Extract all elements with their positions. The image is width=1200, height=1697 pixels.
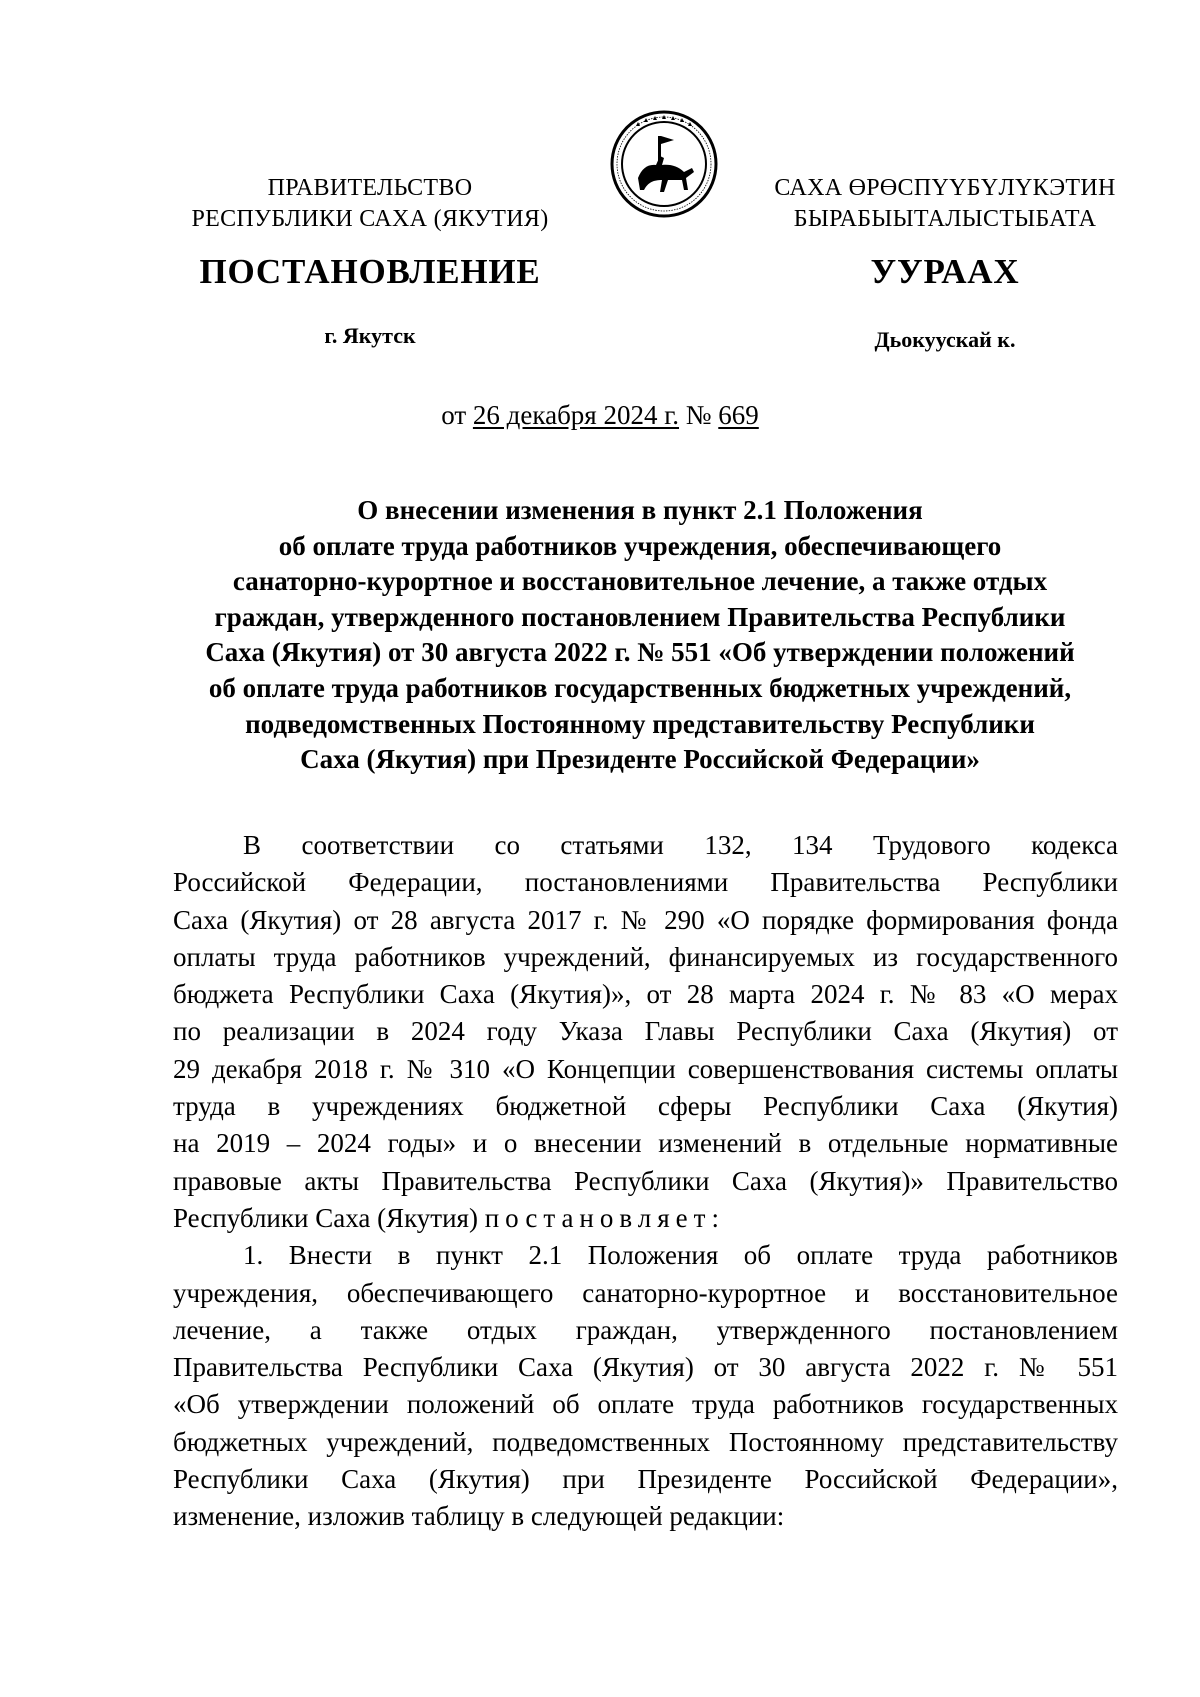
body-line: лечение, а также отдых граждан, утвержденного постановлением [173,1314,1118,1345]
document-title [160,493,1120,778]
title-line: санаторно-курортное и восстановительное лечение, а также отдых [232,566,1048,597]
body-line: 1. Внести в пункт 2.1 Положения об оплате труда работников [243,1240,1118,1271]
body-line: по реализации в 2024 году Указа Главы Республики Саха (Якутия) от [173,1016,1118,1047]
resolution-word: постановляет: [484,1202,725,1233]
body-line: Республики Саха (Якутия) при Президенте Российской Федерации», [173,1464,1118,1495]
body-line: изменение, изложив таблицу в следующей редакции: [173,1501,785,1532]
body-line: труда в учреждениях бюджетной сферы Республики Саха (Якутия) [173,1091,1118,1122]
title-line: об оплате труда работников учреждения, обеспечивающего [278,530,1002,561]
title-line: подведомственных Постоянному представительству Республики [245,708,1035,739]
document-date: 26 декабря 2024 г. [472,400,680,430]
body-line: Российской Федерации, постановлениями Правительства Республики [173,867,1118,898]
document-type-sakha: УУРААХ [870,252,1020,291]
body-line: 29 декабря 2018 г. № 310 «О Концепции совершенствования системы оплаты [173,1053,1118,1084]
body-line: бюджетных учреждений, подведомственных Постоянному представительству [173,1426,1118,1457]
body-line: правовые акты Правительства Республики Саха (Якутия)» Правительство [173,1165,1118,1196]
document-date-number [0,400,1200,431]
city-ru: г. Якутск [324,323,416,348]
organization-name-ru [160,173,580,235]
organization-name-sakha [745,173,1145,235]
title-line: Саха (Якутия) от 30 августа 2022 г. № 551 «Об утверждении положений [205,637,1075,668]
body-line-prefix: Республики Саха (Якутия) [173,1202,478,1233]
body-line: Саха (Якутия) от 28 августа 2017 г. № 290 «О порядке формирования фонда [173,904,1118,935]
city-sakha: Дьокуускай к. [874,327,1016,352]
title-line: О внесении изменения в пункт 2.1 Положения [357,495,923,525]
date-prefix: от [441,400,467,430]
title-line: Саха (Якутия) при Президенте Российской Федерации» [300,744,980,775]
coat-of-arms-sakha-icon [608,108,720,220]
body-line: Правительства Республики Саха (Якутия) от 30 августа 2022 г. № 551 [173,1352,1118,1383]
body-line: «Об утверждении положений об оплате труда работников государственных [173,1389,1118,1420]
org-sakha-line-1: САХА ӨРӨСПҮҮБҮЛҮКЭТИН [774,175,1116,201]
org-ru-line-1: ПРАВИТЕЛЬСТВО [267,175,473,201]
title-line: об оплате труда работников государственных бюджетных учреждений, [208,672,1072,703]
document-body [173,827,1118,1536]
number-sign: № [685,400,712,430]
org-sakha-line-2: БЫРАБЫЫТАЛЫСТЫБАТА [793,206,1097,232]
body-line: на 2019 – 2024 годы» и о внесении изменений в отдельные нормативные [173,1128,1118,1159]
document-number: 669 [718,400,759,430]
document-type-ru: ПОСТАНОВЛЕНИЕ [199,252,541,291]
org-ru-line-2: РЕСПУБЛИКИ САХА (ЯКУТИЯ) [191,206,549,232]
body-line: оплаты труда работников учреждений, финансируемых из государственного [173,941,1118,972]
body-line: учреждения, обеспечивающего санаторно-курортное и восстановительное [173,1277,1118,1308]
title-line: граждан, утвержденного постановлением Правительства Республики [214,601,1066,632]
body-line: бюджета Республики Саха (Якутия)», от 28 марта 2024 г. № 83 «О мерах [173,979,1118,1010]
body-line: В соответствии со статьями 132, 134 Трудового кодекса [243,830,1118,860]
body-line [173,1200,1118,1237]
